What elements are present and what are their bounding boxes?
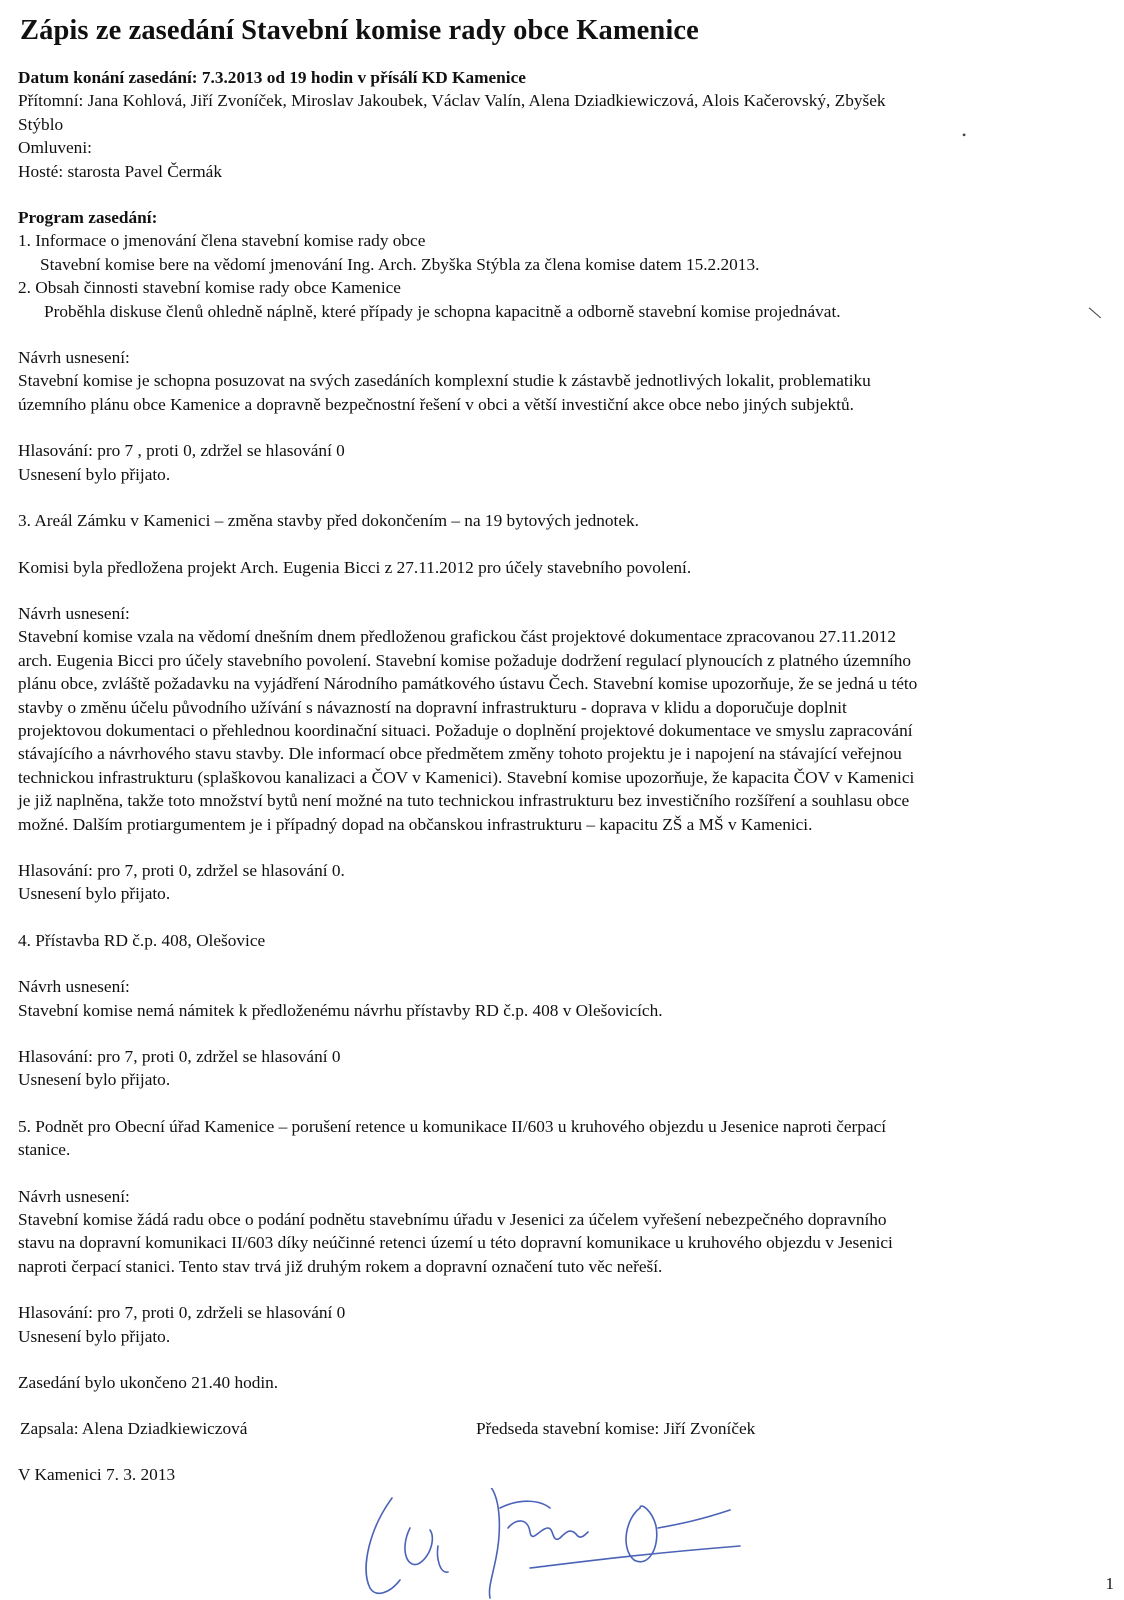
signature-stroke: [405, 1528, 432, 1565]
signature-stroke: [489, 1488, 499, 1598]
item1-title: 1. Informace o jmenování člena stavební komise rady obce: [18, 231, 426, 251]
place-date: V Kamenici 7. 3. 2013: [18, 1465, 176, 1485]
item2-title: 2. Obsah činnosti stavební komise rady obce Kamenice: [18, 278, 401, 298]
scan-stroke: \: [1085, 300, 1104, 325]
attendees-line-cont: Stýblo: [18, 114, 64, 134]
item3-result: Usnesení bylo přijato.: [18, 884, 171, 904]
item1-text: Stavební komise bere na vědomí jmenování Ing. Arch. Zbyška Stýbla za člena komise datem 15.2.2013.: [40, 254, 760, 274]
minutes-document: [18, 14, 1108, 1487]
item5-title: 5. Podnět pro Obecní úřad Kamenice – porušení retence u komunikace II/603 u kruhového objezdu u Jesenice naproti čerpací: [18, 1116, 887, 1136]
item2-result: Usnesení bylo přijato.: [18, 464, 171, 484]
signature-stroke: [500, 1501, 550, 1508]
item4-result: Usnesení bylo přijato.: [18, 1070, 171, 1090]
meeting-date: Datum konání zasedání: 7.3.2013 od 19 hodin v přísálí KD Kamenice: [18, 68, 526, 87]
item5-proposal-line: stavu na dopravní komunikaci II/603 díky neúčinné retenci území u této dopravní komunikace u kruhového objezdu v Jesenici: [18, 1233, 893, 1253]
item4-vote: Hlasování: pro 7, proti 0, zdržel se hlasování 0: [18, 1047, 341, 1066]
signature-stroke: [658, 1510, 730, 1528]
attendees-line: Přítomní: Jana Kohlová, Jiří Zvoníček, Miroslav Jakoubek, Václav Valín, Alena Dziadkiewiczová, Alois Kačerovský, Zbyšek: [18, 91, 886, 111]
item5-proposal-line: naproti čerpací stanici. Tento stav trvá již druhým rokem a dopravní označení tuto věc neřeší.: [18, 1256, 663, 1276]
page-number: 1: [1105, 1574, 1114, 1593]
item5-result: Usnesení bylo přijato.: [18, 1326, 171, 1346]
item3-proposal-line: stávajícího a návrhového stavu stavby. Dle informací obce předmětem změny tohoto projektu je i napojení na stávající veřejnou: [18, 744, 902, 764]
scan-speck: •: [962, 128, 967, 142]
item5-vote: Hlasování: pro 7, proti 0, zdrželi se hlasování 0: [18, 1303, 346, 1323]
item3-vote: Hlasování: pro 7, proti 0, zdržel se hlasování 0.: [18, 860, 345, 880]
excused-line: Omluveni:: [18, 138, 92, 158]
item3-proposal-line: plánu obce, zvláště požadavku na vyjádření Národního památkového ústavu Čech. Stavební komise upozorňuje, že se jedná u této: [18, 674, 918, 694]
signatures-row: [18, 1417, 1108, 1441]
chair-signature: [340, 1488, 770, 1600]
item3-proposal-line: arch. Eugenia Bicci pro účely stavebního povolení. Stavební komise požaduje dodržení regulací plynoucích z platného územního: [18, 650, 912, 670]
item5-title-cont: stanice.: [18, 1140, 71, 1160]
item4-proposal-label: Návrh usnesení:: [18, 977, 130, 997]
item3-proposal-line: možné. Dalším protiargumentem je i případný dopad na občanskou infrastrukturu – kapacitu ZŠ a MŠ v Kamenici.: [18, 814, 813, 834]
item2-proposal-text: územního plánu obce Kamenice a dopravně bezpečnostní řešení v obci a větší investiční akce obce nebo jiných subjektů.: [18, 394, 854, 414]
item3-proposal-line: Stavební komise vzala na vědomí dnešním dnem předloženou grafickou část projektové dokumentace zpracovanou 27.11.2012: [18, 627, 897, 647]
chair-name: Předseda stavební komise: Jiří Zvoníček: [476, 1419, 756, 1439]
item4-proposal-text: Stavební komise nemá námitek k předloženému návrhu přístavby RD č.p. 408 v Olešovicích.: [18, 1000, 663, 1020]
item5-proposal-line: Stavební komise žádá radu obce o podání podnětu stavebnímu úřadu v Jesenici za účelem vyřešení nebezpečného dopravního: [18, 1210, 887, 1230]
item2-proposal-text: Stavební komise je schopna posuzovat na svých zasedáních komplexní studie k zástavbě jednotlivých lokalit, problematiku: [18, 371, 871, 391]
item2-vote: Hlasování: pro 7 , proti 0, zdržel se hlasování 0: [18, 441, 345, 461]
item2-proposal-label: Návrh usnesení:: [18, 348, 130, 368]
recorded-by: Zapsala: Alena Dziadkiewiczová: [20, 1419, 248, 1439]
item5-proposal-label: Návrh usnesení:: [18, 1186, 130, 1206]
item3-proposal-label: Návrh usnesení:: [18, 603, 130, 623]
signature-stroke: [508, 1521, 588, 1539]
item2-text: Proběhla diskuse členů ohledně náplně, které případy je schopna kapacitně a odborně stavební komise projednávat.: [44, 301, 841, 321]
program-heading: Program zasedání:: [18, 208, 158, 228]
signature-stroke: [366, 1498, 400, 1593]
document-title: Zápis ze zasedání Stavební komise rady obce Kamenice: [20, 15, 699, 46]
meeting-end: Zasedání bylo ukončeno 21.40 hodin.: [18, 1373, 279, 1393]
item3-text: Komisi byla předložena projekt Arch. Eugenia Bicci z 27.11.2012 pro účely stavebního povolení.: [18, 557, 692, 577]
item3-proposal-line: je již naplněna, takže toto množství bytů není možné na tuto technickou infrastrukturu bez investičního rozšíření a souhlasu obce: [18, 791, 910, 811]
signature-stroke: [437, 1546, 448, 1572]
item3-proposal-line: projektovou dokumentaci o přehlednou koordinační situaci. Požaduje o doplnění projektové dokumentace ve smyslu zapracování: [18, 720, 913, 740]
guests-line: Hosté: starosta Pavel Čermák: [18, 161, 222, 181]
item4-title: 4. Přístavba RD č.p. 408, Olešovice: [18, 930, 266, 950]
item3-title: 3. Areál Zámku v Kamenici – změna stavby před dokončením – na 19 bytových jednotek.: [18, 511, 639, 531]
item3-proposal-line: stavby o změnu účelu původního užívání s návazností na dopravní infrastrukturu - doprava v klidu a doporučuje doplnit: [18, 697, 847, 717]
signature-stroke: [530, 1546, 740, 1568]
item3-proposal-line: technickou infrastrukturu (splaškovou kanalizaci a ČOV v Kamenici). Stavební komise upozorňuje, že kapacita ČOV v Kamenici: [18, 767, 915, 787]
